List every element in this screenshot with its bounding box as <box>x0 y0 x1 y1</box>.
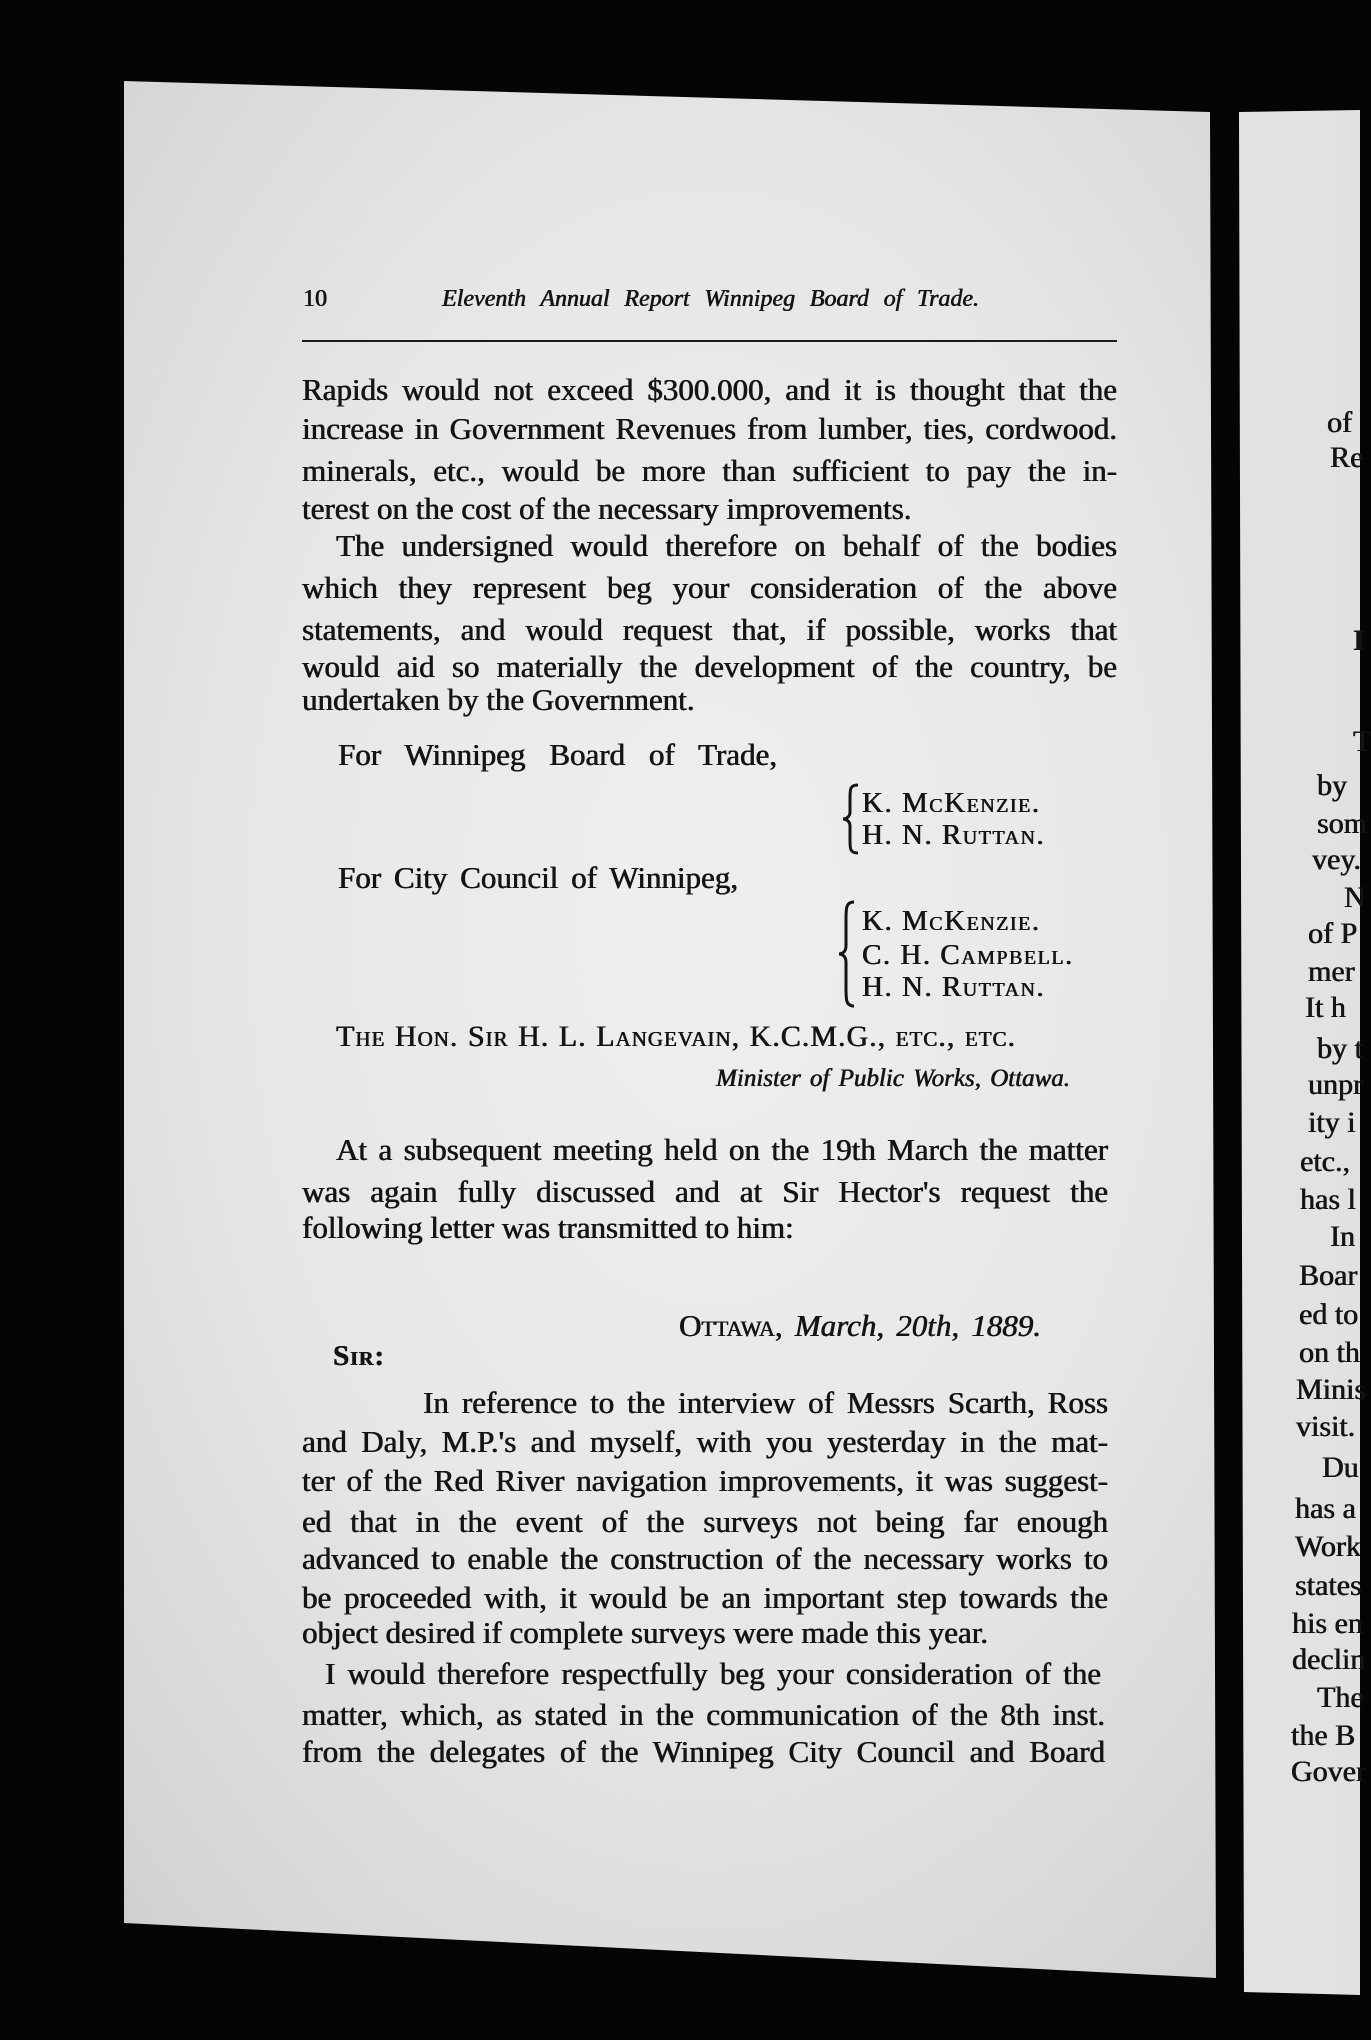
text-line: would aid so materially the development of the country, be <box>302 649 1117 684</box>
facing-page-fragment: ity i <box>1308 1106 1356 1139</box>
text-line: was again fully discussed and at Sir Hector's request the <box>302 1174 1108 1209</box>
facing-page-fragment: of <box>1327 406 1352 439</box>
letter-dateline <box>679 1306 1041 1346</box>
text-line: from the delegates of the Winnipeg City Council and Board <box>302 1734 1105 1769</box>
text-line: increase in Government Revenues from lumber, ties, cordwood. <box>302 411 1117 446</box>
text-line: At a subsequent meeting held on the 19th March the matter <box>336 1132 1108 1167</box>
text-line: minerals, etc., would be more than sufficient to pay the in- <box>302 453 1117 488</box>
facing-page-fragment: I <box>1353 624 1365 657</box>
signatory: K. McKenzie. <box>862 787 1041 819</box>
facing-page-fragment: It h <box>1305 991 1346 1024</box>
text-line: The undersigned would therefore on behalf of the bodies <box>336 528 1117 563</box>
facing-page-fragment: declin <box>1292 1643 1366 1676</box>
letter-date: March, 20th, 1889. <box>794 1308 1042 1343</box>
facing-page-fragment: In <box>1330 1220 1355 1253</box>
signatory: H. N. Ruttan. <box>862 971 1046 1003</box>
text-line: following letter was transmitted to him: <box>302 1210 794 1245</box>
facing-page-fragment: by t <box>1317 1032 1363 1065</box>
facing-page-fragment: has l <box>1300 1183 1356 1216</box>
facing-page-fragment: unpr <box>1308 1068 1363 1101</box>
letter-salutation: Sir: <box>333 1340 386 1372</box>
page-number: 10 <box>303 286 327 312</box>
text-line: statements, and would request that, if possible, works that <box>302 612 1117 647</box>
header-rule <box>302 340 1117 342</box>
text-line: In reference to the interview of Messrs Scarth, Ross <box>423 1385 1108 1420</box>
facing-page-fragment: Minis <box>1296 1373 1367 1406</box>
brace-city-council <box>836 900 856 1008</box>
facing-page-fragment: states <box>1295 1569 1362 1602</box>
text-line: ed that in the event of the surveys not being far enough <box>302 1504 1108 1539</box>
signatory: K. McKenzie. <box>862 905 1041 937</box>
facing-page-fragment: Boar <box>1299 1259 1358 1292</box>
facing-page-fragment: Re <box>1330 441 1364 474</box>
facing-page-fragment: on th <box>1299 1336 1360 1369</box>
text-line: and Daly, M.P.'s and myself, with you yesterday in the mat- <box>302 1424 1108 1459</box>
facing-page-fragment: etc., <box>1300 1145 1350 1178</box>
facing-page-fragment: som <box>1317 807 1368 840</box>
facing-page-fragment: The <box>1317 1681 1364 1714</box>
text-line: undertaken by the Government. <box>302 682 695 717</box>
board-of-trade-label: For Winnipeg Board of Trade, <box>338 737 777 772</box>
text-line: ter of the Red River navigation improvements, it was suggest- <box>302 1463 1108 1498</box>
facing-page-fragment: T <box>1353 725 1371 758</box>
facing-page-text <box>1240 0 1371 2040</box>
facing-page-fragment: Gover <box>1291 1755 1366 1788</box>
facing-page-fragment: has a <box>1295 1492 1356 1525</box>
text-line: object desired if complete surveys were made this year. <box>302 1615 989 1650</box>
text-line: matter, which, as stated in the communication of the 8th inst. <box>302 1697 1105 1732</box>
signatory: H. N. Ruttan. <box>862 819 1046 851</box>
facing-page-fragment: ed to <box>1299 1298 1359 1331</box>
facing-page-fragment: N <box>1344 881 1366 914</box>
facing-page-fragment: vey. <box>1312 843 1361 876</box>
facing-page-fragment: the B <box>1291 1719 1356 1752</box>
brace-board-of-trade <box>840 783 860 855</box>
text-line: Rapids would not exceed $300.000, and it is thought that the <box>302 372 1117 407</box>
city-council-label: For City Council of Winnipeg, <box>338 860 738 895</box>
text-line: I would therefore respectfully beg your consideration of the <box>325 1656 1101 1691</box>
facing-page-fragment: Du <box>1322 1451 1359 1484</box>
running-title: Eleventh Annual Report Winnipeg Board of Trade. <box>442 286 979 312</box>
facing-page-fragment: mer <box>1308 955 1355 988</box>
facing-page-fragment: of P <box>1308 917 1358 950</box>
text-line: advanced to enable the construction of the necessary works to <box>302 1541 1108 1576</box>
text-line: which they represent beg your consideration of the above <box>302 570 1117 605</box>
addressee-title: Minister of Public Works, Ottawa. <box>716 1065 1070 1092</box>
letter-place: Ottawa, <box>679 1308 783 1343</box>
signatory: C. H. Campbell. <box>862 939 1074 971</box>
facing-page-fragment: his en <box>1292 1607 1363 1640</box>
text-line: terest on the cost of the necessary improvements. <box>302 491 912 526</box>
text-line: be proceeded with, it would be an important step towards the <box>302 1580 1108 1615</box>
facing-page-fragment: by <box>1317 769 1347 802</box>
facing-page-fragment: Work <box>1295 1530 1361 1563</box>
facing-page-fragment: visit. <box>1296 1410 1356 1443</box>
addressee-name: The Hon. Sir H. L. Langevain, K.C.M.G., etc., etc. <box>336 1020 1016 1053</box>
